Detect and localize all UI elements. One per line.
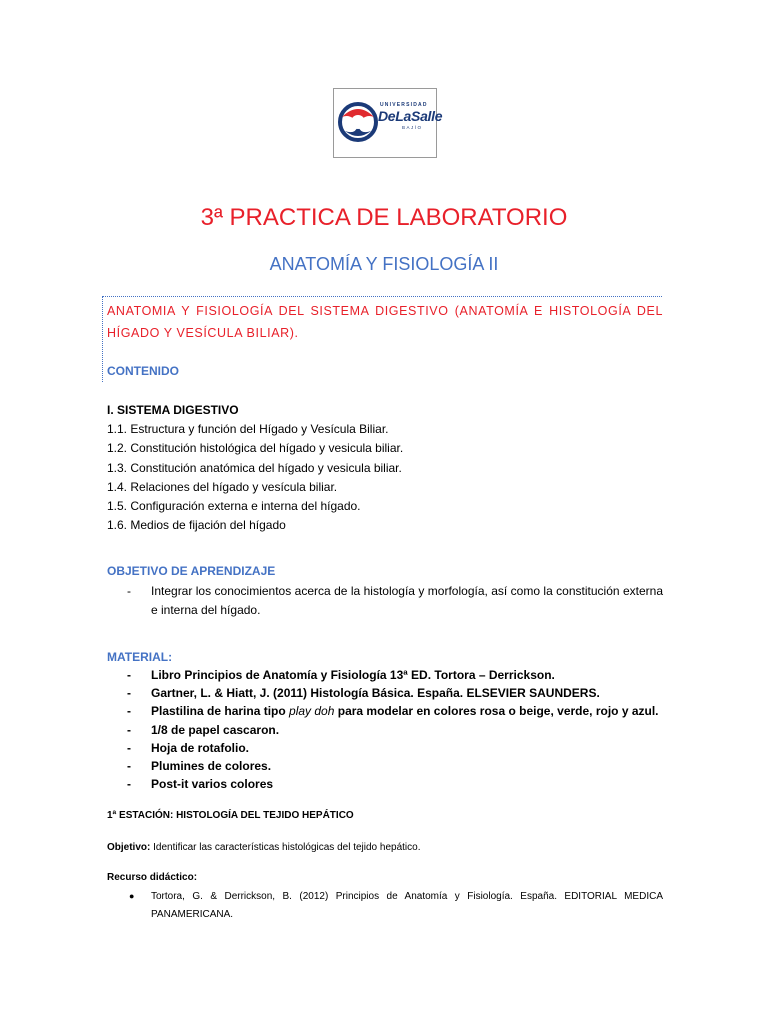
bullet-dot: ● bbox=[129, 891, 135, 901]
list-item: 1.4. Relaciones del hígado y vesícula biliar. bbox=[107, 479, 338, 494]
objetivo-label: Objetivo: bbox=[107, 842, 151, 853]
topic-border-left bbox=[102, 296, 103, 382]
material-item-text: Plastilina de harina tipo bbox=[151, 704, 290, 719]
reference-text: Tortora, G. & Derrickson, B. (2012) Principios de Anatomía y Fisiología. España. EDITORIAL MEDICA PANAMERICANA. bbox=[151, 891, 663, 920]
document-subtitle: ANATOMÍA Y FISIOLOGÍA II bbox=[269, 254, 499, 274]
list-item: 1.2. Constitución histológica del hígado y vesicula biliar. bbox=[107, 441, 404, 456]
estacion-objetivo bbox=[107, 842, 420, 853]
contenido-list bbox=[107, 420, 403, 536]
material-item-text: para modelar en colores rosa o beige, verde, rojo y azul. bbox=[334, 704, 659, 719]
dash-bullet: - bbox=[127, 686, 131, 701]
list-item bbox=[107, 582, 663, 619]
logo-emblem-icon bbox=[338, 95, 378, 149]
estacion-title: 1ª ESTACIÓN: HISTOLOGÍA DEL TEJIDO HEPÁTICO bbox=[107, 810, 354, 821]
material-item-text: Plumines de colores. bbox=[151, 759, 272, 774]
dash-bullet: - bbox=[127, 740, 131, 755]
list-item bbox=[107, 721, 663, 739]
material-item-text: Gartner, L. & Hiatt, J. (2011) Histología Básica. España. ELSEVIER SAUNDERS. bbox=[151, 686, 600, 701]
contenido-heading: CONTENIDO bbox=[107, 364, 179, 378]
list-item: 1.5. Configuración externa e interna del hígado. bbox=[107, 499, 361, 514]
list-item bbox=[107, 739, 663, 757]
objetivo-text: Identificar las características histológicas del tejido hepático. bbox=[150, 842, 421, 853]
logo-campus-text: BAJÍO bbox=[402, 125, 423, 130]
material-item-text: Hoja de rotafolio. bbox=[151, 740, 250, 755]
dash-bullet: - bbox=[127, 759, 131, 774]
list-item bbox=[107, 666, 663, 684]
section-title: I. SISTEMA DIGESTIVO bbox=[107, 403, 239, 417]
dash-bullet: - bbox=[127, 584, 131, 598]
list-item: 1.1. Estructura y función del Hígado y Vesícula Biliar. bbox=[107, 422, 389, 436]
material-list bbox=[107, 666, 663, 793]
list-item bbox=[107, 775, 663, 793]
topic-border-top bbox=[102, 296, 662, 297]
university-logo bbox=[333, 88, 443, 158]
dash-bullet: - bbox=[127, 668, 131, 682]
list-item bbox=[107, 702, 663, 720]
list-item bbox=[107, 757, 663, 775]
material-heading: MATERIAL: bbox=[107, 650, 173, 664]
dash-bullet: - bbox=[127, 722, 131, 737]
logo-university-text: UNIVERSIDAD bbox=[380, 102, 428, 108]
material-item-text: Libro Principios de Anatomía y Fisiología 13ª ED. Tortora – Derrickson. bbox=[151, 668, 555, 682]
logo-brand-text: DeLaSalle bbox=[378, 108, 443, 124]
material-item-italic: play doh bbox=[289, 704, 335, 719]
topic-heading: ANATOMIA Y FISIOLOGÍA DEL SISTEMA DIGESTIVO (ANATOMÍA E HISTOLOGÍA DEL HÍGADO Y VESÍCULA BILIAR). bbox=[107, 304, 663, 340]
list-item: 1.3. Constitución anatómica del hígado y vesicula biliar. bbox=[107, 460, 402, 475]
dash-bullet: - bbox=[127, 704, 131, 719]
material-item-text: Post-it varios colores bbox=[151, 777, 274, 792]
dash-bullet: - bbox=[127, 777, 131, 792]
objetivo-list bbox=[107, 582, 663, 619]
document-title: 3ª PRACTICA DE LABORATORIO bbox=[200, 204, 568, 231]
list-item: 1.6. Medios de fijación del hígado bbox=[107, 518, 286, 533]
objetivo-text: Integrar los conocimientos acerca de la histología y morfología, así como la constitución externa e interna del hígado. bbox=[151, 584, 663, 617]
recurso-heading: Recurso didáctico: bbox=[107, 872, 198, 883]
objetivo-heading: OBJETIVO DE APRENDIZAJE bbox=[107, 564, 276, 578]
material-item-text: 1/8 de papel cascaron. bbox=[151, 722, 280, 737]
reference-list bbox=[107, 888, 663, 923]
list-item bbox=[107, 684, 663, 702]
list-item bbox=[107, 888, 663, 923]
